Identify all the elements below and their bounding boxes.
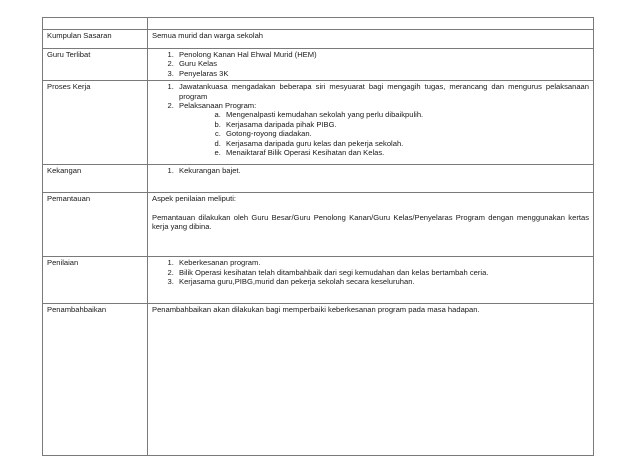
- penilaian-item: 3. Kerjasama guru,PIBG,murid dan pekerja sekolah secara keseluruhan.: [176, 277, 589, 286]
- penilaian-label: Penilaian: [43, 257, 148, 304]
- penilaian-list: [152, 258, 589, 286]
- guru-item: 3. Penyelaras 3K: [176, 69, 589, 78]
- sasaran-value: Semua murid dan warga sekolah: [148, 30, 594, 49]
- program-table: [42, 17, 594, 456]
- pemantauan-cell: [148, 193, 594, 257]
- kekangan-item: 1. Kekurangan bajet.: [176, 166, 589, 175]
- table-row-kekangan: [43, 165, 594, 193]
- empty-cell-right: [148, 18, 594, 30]
- guru-label: Guru Terlibat: [43, 49, 148, 81]
- pemantauan-paragraph: Pemantauan dilakukan oleh Guru Besar/Guru Penolong Kanan/Guru Kelas/Penyelaras Program dengan menggunakan kertas kerja yang dibina.: [152, 212, 589, 232]
- spacer: [152, 204, 589, 213]
- table-row-penambahbaikan: [43, 304, 594, 456]
- pemantauan-label: Pemantauan: [43, 193, 148, 257]
- proses-subitem: d. Kerjasama daripada guru kelas dan pekerja sekolah.: [223, 139, 589, 148]
- proses-item-2: [176, 101, 589, 157]
- guru-item: 2. Guru Kelas: [176, 59, 589, 68]
- table-row-pemantauan: [43, 193, 594, 257]
- kekangan-list: [152, 166, 589, 175]
- kekangan-cell: [148, 165, 594, 193]
- guru-list: [152, 50, 589, 78]
- sasaran-label: Kumpulan Sasaran: [43, 30, 148, 49]
- proses-label: Proses Kerja: [43, 81, 148, 165]
- proses-sublist: [179, 110, 589, 157]
- pemantauan-line: Aspek penilaian meliputi:: [152, 194, 237, 204]
- proses-subitem: b. Kerjasama daripada pihak PIBG.: [223, 120, 589, 129]
- kekangan-label: Kekangan: [43, 165, 148, 193]
- table-row-proses: [43, 81, 594, 165]
- table-row-penilaian: [43, 257, 594, 304]
- table-row-empty: [43, 18, 594, 30]
- proses-item-2-text: Pelaksanaan Program:: [179, 101, 257, 111]
- empty-cell-left: [43, 18, 148, 30]
- guru-cell: [148, 49, 594, 81]
- table-row-sasaran: [43, 30, 594, 49]
- penilaian-item: 2. Bilik Operasi kesihatan telah ditambahbaik dari segi kemudahan dan kelas bertambah ceria.: [176, 268, 589, 277]
- proses-list: [152, 82, 589, 157]
- penilaian-cell: [148, 257, 594, 304]
- table-row-guru: [43, 49, 594, 81]
- proses-item-1: 1. Jawatankuasa mengadakan beberapa siri mesyuarat bagi mengagih tugas, merancang dan mengurus pelaksanaan program: [176, 82, 589, 101]
- penambahbaikan-value: Penambahbaikan akan dilakukan bagi memperbaiki keberkesanan program pada masa hadapan.: [148, 304, 594, 456]
- proses-cell: [148, 81, 594, 165]
- proses-subitem: e. Menaiktaraf Bilik Operasi Kesihatan dan Kelas.: [223, 148, 589, 157]
- penambahbaikan-label: Penambahbaikan: [43, 304, 148, 456]
- penilaian-item: 1. Keberkesanan program.: [176, 258, 589, 267]
- proses-subitem: a. Mengenalpasti kemudahan sekolah yang perlu dibaikpulih.: [223, 110, 589, 119]
- guru-item: 1. Penolong Kanan Hal Ehwal Murid (HEM): [176, 50, 589, 59]
- proses-subitem: c. Gotong-royong diadakan.: [223, 129, 589, 138]
